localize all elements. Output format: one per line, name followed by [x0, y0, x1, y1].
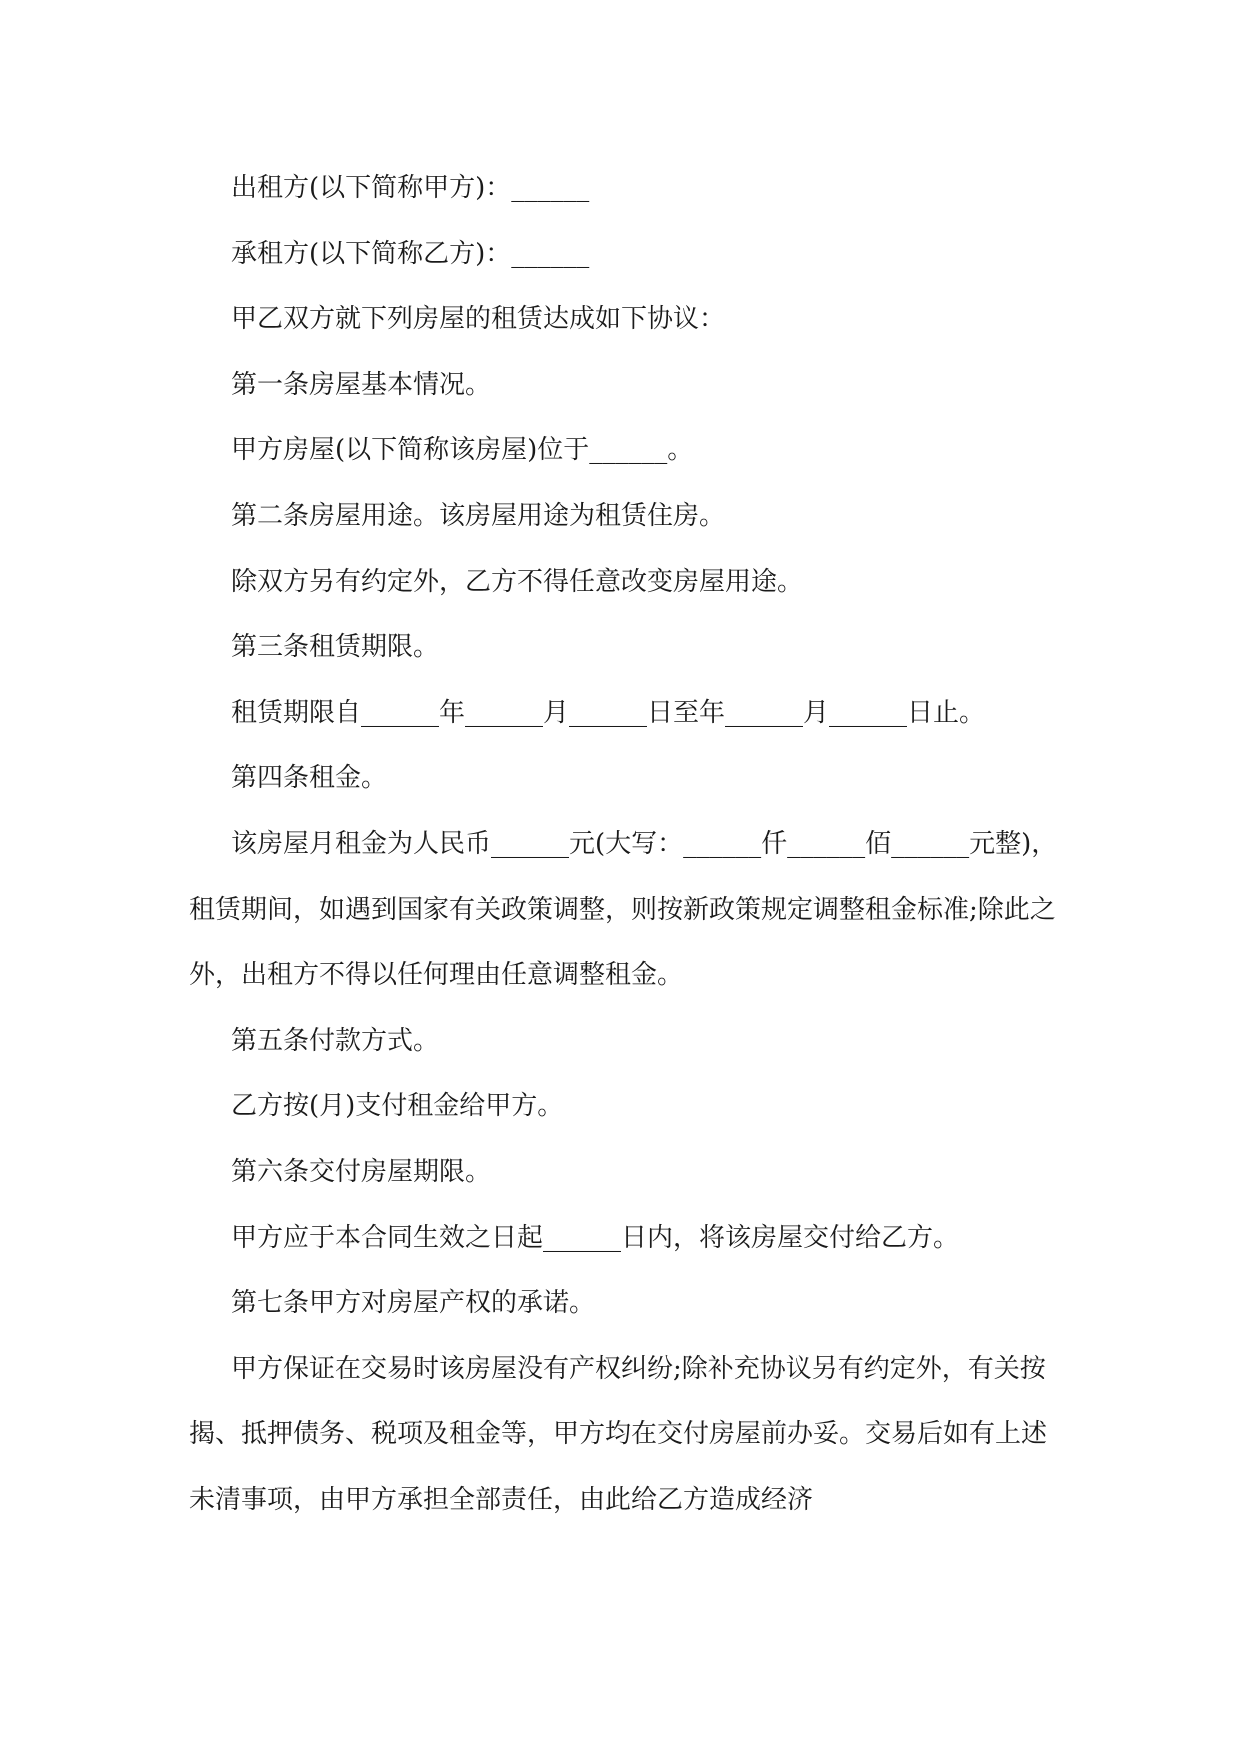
- article-4-body: 该房屋月租金为人民币______元(大写：______仟______佰______元整)，租赁期间，如遇到国家有关政策调整，则按新政策规定调整租金标准;除此之外，出租方不得以任何理由任意调整租金。: [189, 828, 1058, 991]
- article-5-heading: 第五条付款方式。: [231, 1025, 440, 1056]
- article-5-body: 乙方按(月)支付租金给甲方。: [231, 1091, 564, 1122]
- article-7-body: 甲方保证在交易时该房屋没有产权纠纷;除补充协议另有约定外，有关按揭、抵押债务、税项及租金等，甲方均在交付房屋前办妥。交易后如有上述未清事项，由甲方承担全部责任，由此给乙方造成经济: [189, 1353, 1048, 1515]
- article-2-heading: 第二条房屋用途。该房屋用途为租赁住房。: [231, 500, 726, 531]
- lessee-line: 承租方(以下简称乙方)：______: [231, 238, 590, 269]
- article-2-body: 除双方另有约定外，乙方不得任意改变房屋用途。: [231, 566, 804, 597]
- article-1-heading: 第一条房屋基本情况。: [231, 369, 492, 400]
- lessor-line: 出租方(以下简称甲方)：______: [231, 173, 590, 203]
- article-4-heading: 第四条租金。: [231, 763, 388, 794]
- article-3-heading: 第三条租赁期限。: [231, 632, 440, 663]
- article-6-heading: 第六条交付房屋期限。: [231, 1156, 492, 1187]
- article-6-body: 甲方应于本合同生效之日起______日内，将该房屋交付给乙方。: [231, 1222, 960, 1253]
- article-3-body: 租赁期限自______年______月______日至年______月______日止。: [231, 697, 986, 728]
- agreement-intro: 甲乙双方就下列房屋的租赁达成如下协议：: [231, 304, 726, 335]
- article-1-body: 甲方房屋(以下简称该房屋)位于______。: [231, 435, 694, 466]
- document-body: [189, 156, 1061, 1533]
- article-7-heading: 第七条甲方对房屋产权的承诺。: [231, 1288, 596, 1319]
